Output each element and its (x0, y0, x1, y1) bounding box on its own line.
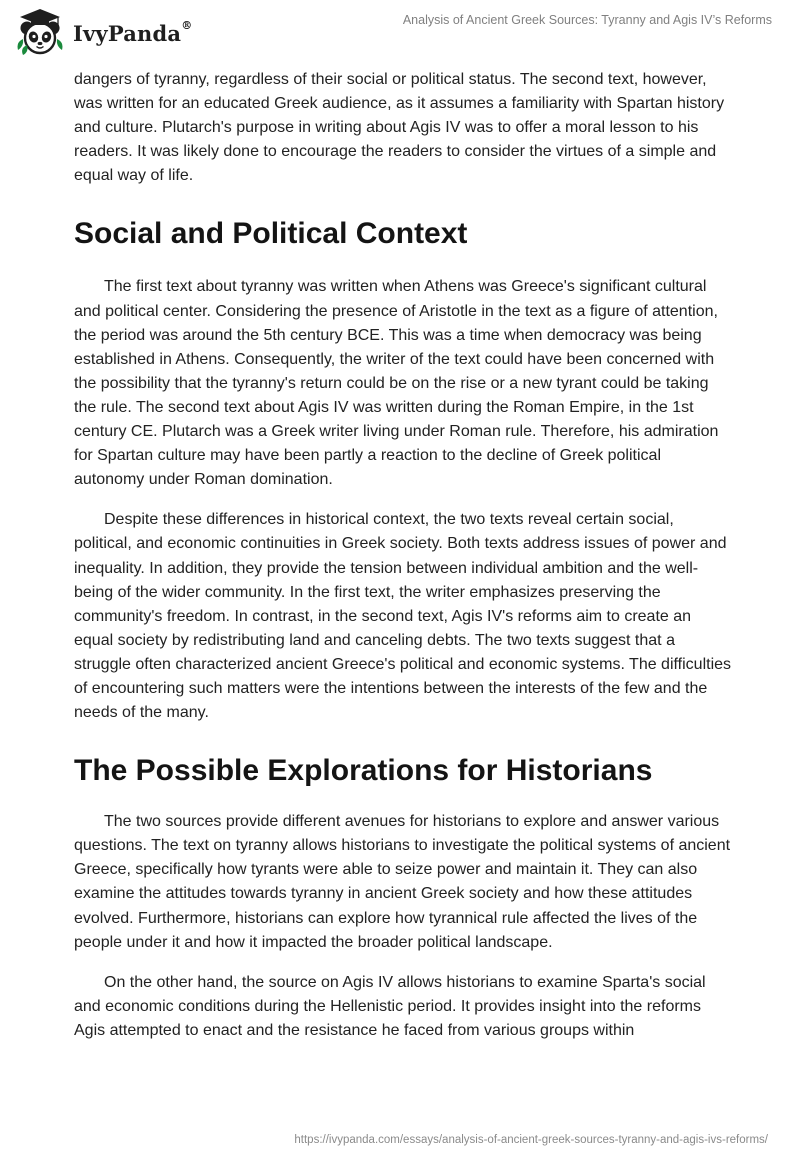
paragraph: On the other hand, the source on Agis IV allows historians to examine Sparta's social and economic conditions during the Hellenistic period. It provides insight into the reforms Agis attempted to enact and the resistance he faced from various groups within (74, 973, 706, 1039)
brand-name (73, 18, 193, 46)
paragraph: The first text about tyranny was written when Athens was Greece's significant cultural and political center. Considering the presence of Aristotle in the text as a figure of attention, the period was around the 5th century BCE. This was a time when democracy was being established in Athens. Consequently, the writer of the text could have been concerned with the possibility that the tyranny's return could be on the rise or a new tyrant could be taking the rule. The second text about Agis IV was written during the Roman Empire, in the 1st century CE. Plutarch was a Greek writer living under Roman rule. Therefore, his admiration for Spartan culture may have been partly a reaction to the decline of Greek political autonomy under Roman domination. (74, 278, 719, 489)
section-heading-explorations: The Possible Explorations for Historians (74, 754, 653, 788)
document-title: Analysis of Ancient Greek Sources: Tyranny and Agis IV’s Reforms (402, 13, 772, 27)
brand-logo[interactable] (14, 6, 192, 58)
essay-content (74, 68, 734, 1043)
brand-name-text: IvyPanda (73, 20, 182, 46)
registered-mark: ® (181, 18, 193, 32)
source-url-link[interactable]: https://ivypanda.com/essays/analysis-of-ancient-greek-sources-tyranny-and-agis-ivs-reforms/ (294, 1134, 768, 1146)
paragraph: Despite these differences in historical context, the two texts reveal certain social, political, and economic continuities in Greek society. Both texts address issues of power and inequality. In addition, they provide the tension between individual ambition and the well-being of the wider community. In the first text, the writer emphasizes preserving the community's freedom. In contrast, in the second text, Agis IV's reforms aim to create an equal society by redistributing land and canceling debts. The two texts suggest that a struggle often characterized ancient Greece's political and economic systems. The difficulties of encountering such matters were the intentions between the interests of the few and the needs of the many. (74, 511, 732, 722)
intro-paragraph: dangers of tyranny, regardless of their social or political status. The second text, however, was written for an educated Greek audience, as it assumes a familiarity with Spartan history and culture. Plutarch's purpose in writing about Agis IV was to offer a moral lesson to his readers. It was likely done to encourage the readers to consider the virtues of a simple and equal way of life. (74, 71, 725, 185)
section-heading-social-political: Social and Political Context (74, 217, 468, 251)
paragraph: The two sources provide different avenues for historians to explore and answer various questions. The text on tyranny allows historians to investigate the political systems of ancient Greece, specifically how tyrants were able to seize power and maintain it. They can also examine the attitudes towards tyranny in ancient Greek society and how these attitudes evolved. Furthermore, historians can explore how tyrannical rule affected the lives of the people under it and how it impacted the broader political landscape. (74, 813, 731, 951)
page-header (0, 0, 800, 62)
panda-graduate-icon (14, 6, 70, 58)
